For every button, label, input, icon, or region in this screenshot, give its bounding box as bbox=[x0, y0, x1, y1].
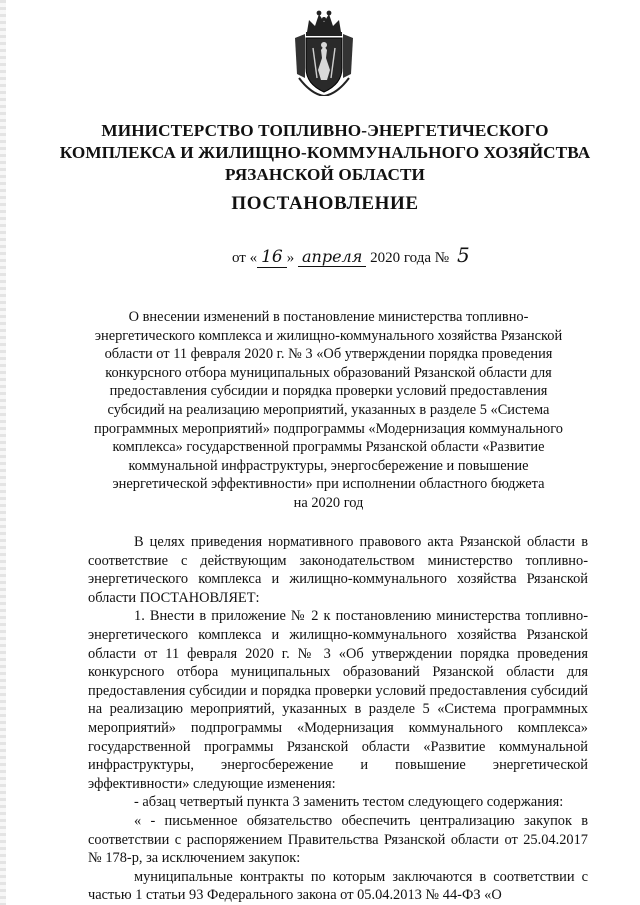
subject-line: предоставления субсидии и порядка проверки условий предоставления bbox=[109, 383, 548, 400]
quote-paragraph-2: муниципальные контракты по которым заключаются в соответствии с частью 1 статьи 93 Федерального закона от 05.04.2013 № 44-ФЗ «О bbox=[88, 868, 588, 904]
document-subject bbox=[80, 308, 577, 513]
doc-number-handwritten: 5 bbox=[457, 243, 470, 267]
ministry-line-3: РЯЗАНСКОЙ ОБЛАСТИ bbox=[224, 165, 425, 184]
date-line bbox=[232, 243, 474, 268]
ministry-line-2: КОМПЛЕКСА И ЖИЛИЩНО-КОММУНАЛЬНОГО ХОЗЯЙСТВА bbox=[59, 143, 591, 162]
subject-line: области от 11 февраля 2020 г. № 3 «Об утверждении порядка проведения bbox=[104, 346, 553, 363]
date-prefix: от « bbox=[232, 250, 258, 266]
date-month-handwritten: апреля bbox=[298, 247, 366, 267]
date-year-text: 2020 года № bbox=[370, 250, 450, 266]
subject-line: на 2020 год bbox=[293, 494, 364, 511]
subject-line: энергетического комплекса и жилищно-коммунального хозяйства Рязанской bbox=[94, 327, 563, 344]
bullet-paragraph: - абзац четвертый пункта 3 заменить тестом следующего содержания: bbox=[134, 794, 564, 811]
subject-line: комплекса» государственной программы Рязанской области «Развитие bbox=[112, 439, 545, 456]
subject-line: субсидий на реализацию мероприятий, указанных в разделе 5 «Система bbox=[107, 401, 550, 418]
date-day-handwritten: 16 bbox=[257, 247, 287, 268]
document-type-title: ПОСТАНОВЛЕНИЕ bbox=[231, 193, 419, 214]
document-body bbox=[88, 533, 588, 905]
quote-paragraph: « - письменное обязательство обеспечить централизацию закупок в соответствии с распоряжением Правительства Рязанской области от 25.04.2017 № 178-р, за исключением закупок: bbox=[88, 812, 588, 867]
scan-edge bbox=[0, 0, 6, 905]
subject-line: конкурсного отбора муниципальных образований Рязанской области для bbox=[105, 364, 552, 381]
date-mid: » bbox=[286, 250, 295, 266]
ministry-line-1: МИНИСТЕРСТВО ТОПЛИВНО-ЭНЕРГЕТИЧЕСКОГО bbox=[101, 121, 549, 140]
preamble-paragraph: В целях приведения нормативного правового акта Рязанской области в соответствие с действующим законодательством министерство топливно-энергетического комплекса и жилищно-коммунального хозяйства Рязанской области ПОСТАНОВЛЯЕТ: bbox=[88, 534, 588, 606]
ministry-name bbox=[40, 120, 610, 186]
subject-line: коммунальной инфраструктуры, энергосбережение и повышение bbox=[128, 457, 529, 474]
item-1-paragraph: 1. Внести в приложение № 2 к постановлению министерства топливно-энергетического комплекса и жилищно-коммунального хозяйства Рязанской области от 11 февраля 2020 г. № 3 «Об утверждении порядка проведения конкурсного отбора муниципальных образований Рязанской области для предоставления субсидии и порядка проверки условий предоставления субсидий на реализацию мероприятий, указанных в разделе 5 «Система программных мероприятий» подпрограммы «Модернизация коммунального комплекса» государственной программы Рязанской области «Развитие коммунальной инфраструктуры, энергосбережение и повышение энергетической эффективности» следующие изменения: bbox=[88, 608, 588, 792]
subject-line: энергетической эффективности» при исполнении областного бюджета bbox=[112, 476, 545, 493]
subject-line: программных мероприятий» подпрограммы «Модернизация коммунального bbox=[94, 420, 563, 437]
subject-line: О внесении изменений в постановление министерства топливно- bbox=[128, 309, 529, 325]
ryazan-coat-of-arms-icon bbox=[291, 8, 357, 96]
